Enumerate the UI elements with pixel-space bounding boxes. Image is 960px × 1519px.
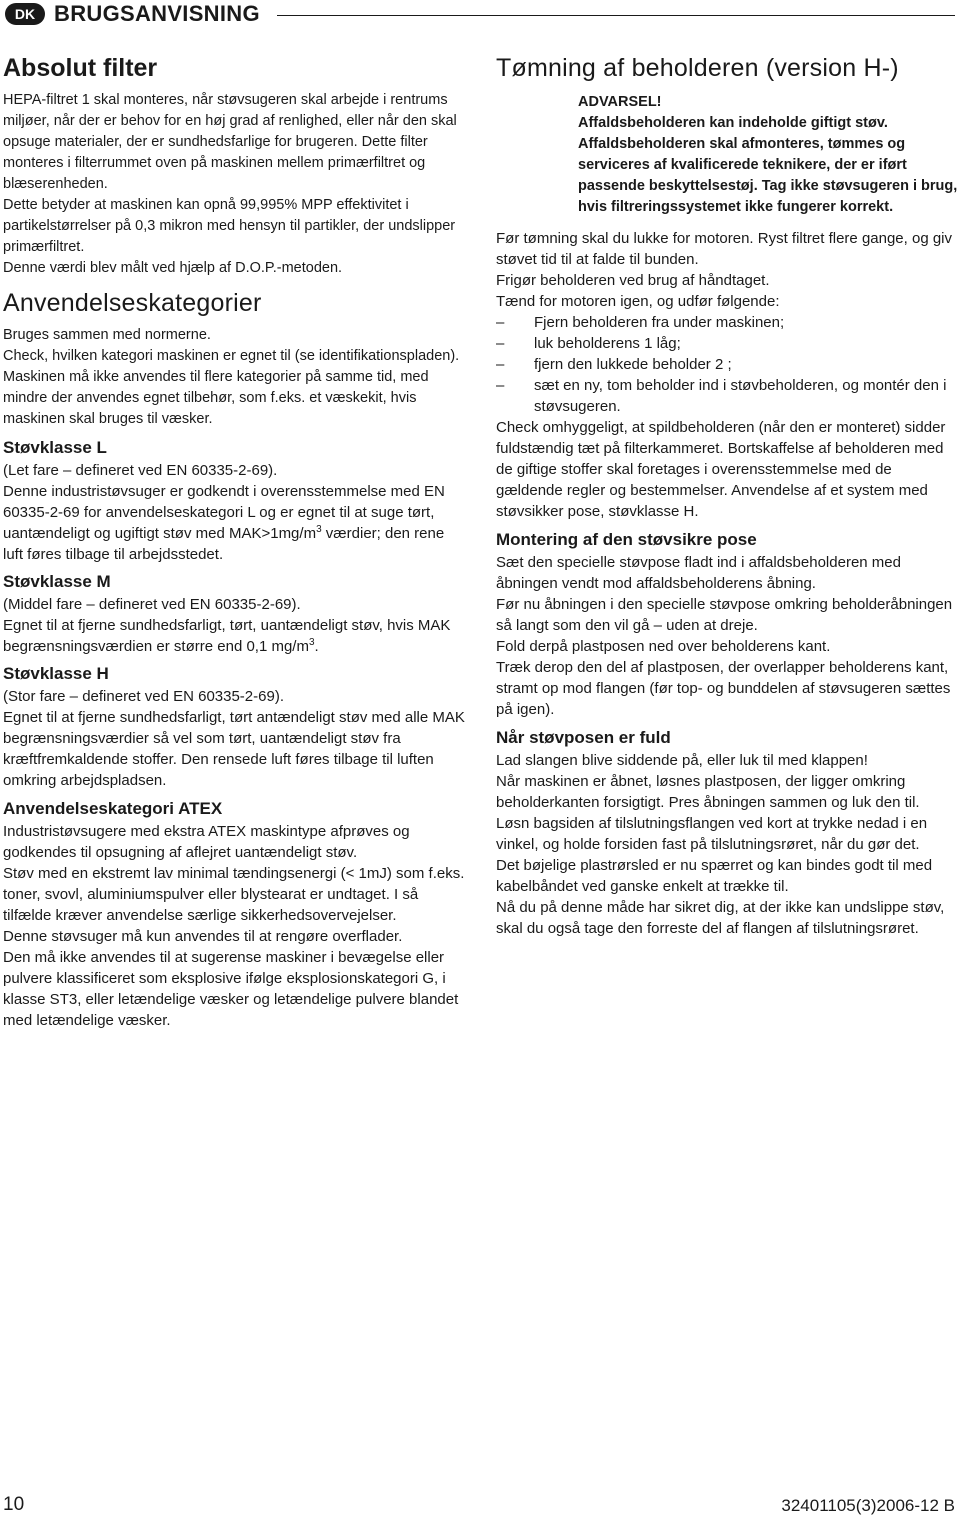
bag-paragraph-3: Fold derpå plastposen ned over beholderens kant. — [496, 638, 831, 655]
header-divider — [277, 15, 955, 16]
full-paragraph-4: Det bøjelige plastrørsled er nu spærret og kan bindes godt til med kabelbåndet ved ganske enkelt at trække til. — [496, 857, 933, 895]
emptying-paragraph-4: Check omhyggeligt, at spildbeholderen (når den er monteret) sidder fuldstændig tæt på filterkammeret. Bortskaffelse af beholderen med de giftige stoffer skal foretages i overensstemmelse med de gældende regler og bestemmelser. Anvendelse af et system med støvsikker pose, støvklasse H. — [496, 419, 946, 520]
atex-paragraph-3: Denne støvsuger må kun anvendes til at rengøre overflader. — [3, 928, 403, 945]
class-m-paragraph-1: (Middel fare – defineret ved EN 60335-2-69). — [3, 596, 301, 613]
right-column — [496, 50, 958, 939]
page-number: 10 — [3, 1494, 25, 1515]
heading-class-m: Støvklasse M — [3, 572, 111, 591]
categories-paragraph-1: Bruges sammen med normerne. — [3, 327, 211, 343]
heading-emptying: Tømning af beholderen (version H-) — [496, 54, 899, 82]
warning-box — [496, 92, 958, 218]
heading-bag-mounting: Montering af den støvsikre pose — [496, 530, 757, 549]
heading-absolute-filter: Absolut filter — [3, 54, 158, 82]
full-paragraph-5: Nå du på denne måde har sikret dig, at der ikke kan undslippe støv, skal du også tage den forreste del af flangen af tilslutningsrøret. — [496, 899, 945, 937]
full-paragraph-1: Lad slangen blive siddende på, eller luk til med klappen! — [496, 752, 868, 769]
bag-paragraph-4: Træk derop den del af plastposen, der overlapper beholderens kant, stramt op mod flangen (før top- og bunddelen af støvsugeren sættes på igen). — [496, 659, 951, 718]
heading-bag-full: Når støvposen er fuld — [496, 728, 671, 747]
emptying-paragraph-2: Frigør beholderen ved brug af håndtaget. — [496, 272, 770, 289]
bag-paragraph-1: Sæt den specielle støvpose fladt ind i affaldsbeholderen med åbningen vendt mod affaldsbeholderens åbning. — [496, 554, 901, 592]
list-item: – fjern den lukkede beholder 2 ; — [496, 356, 732, 373]
heading-atex: Anvendelseskategori ATEX — [3, 799, 223, 818]
class-l-paragraph-1: (Let fare – defineret ved EN 60335-2-69). — [3, 462, 278, 479]
list-item: – Fjern beholderen fra under maskinen; — [496, 314, 785, 331]
heading-class-l: Støvklasse L — [3, 438, 107, 457]
filter-paragraph-1: HEPA-filtret 1 skal monteres, når støvsugeren skal arbejde i rentrums miljøer, når der er behov for en høj grad af renlighed, eller når den skal opsuge materialer, der er sundhedsfarlige for brugeren. Dette filter monteres i filterrummet oven på maskinen mellem primærfiltret og blæserenheden. — [3, 92, 457, 192]
categories-paragraph-2: Check, hvilken kategori maskinen er egnet til (se identifikationspladen). — [3, 348, 460, 364]
class-m-paragraph-2: Egnet til at fjerne sundhedsfarligt, tørt, uantændeligt støv, hvis MAK begrænsningsværdien er større end 0,1 $mg/m^3$. — [3, 617, 451, 655]
page-header — [5, 0, 955, 32]
left-column — [3, 50, 468, 1031]
document-code: 32401105(3)2006-12 B — [781, 1496, 955, 1515]
full-paragraph-3: Løsn bagsiden af tilslutningsflangen ved kort at trykke nedad i en vinkel, og holde forsiden fast på tilslutningsrøret, når du gør det. — [496, 815, 928, 853]
atex-paragraph-2: Støv med en ekstremt lav minimal tændingsenergi (< 1mJ) som f.eks. toner, svovl, aluminiumspulver eller blystearat er undtaget. I så tilfælde kræver anvendelse særlige sikkerhedsovervejelser. — [3, 865, 465, 924]
class-h-paragraph-1: (Stor fare – defineret ved EN 60335-2-69). — [3, 688, 284, 705]
filter-paragraph-2: Dette betyder at maskinen kan opnå 99,995% MPP effektivitet i partikelstørrelser på 0,3 mikron med hensyn til partikler, der undslipper primærfiltret. — [3, 197, 456, 255]
list-item: – sæt en ny, tom beholder ind i støvbeholderen, og montér den i støvsugeren. — [496, 377, 947, 415]
class-l-paragraph-2: Denne industristøvsuger er godkendt i overensstemmelse med EN 60335-2-69 for anvendelseskategori L og er egnet til at suge tørt, uantændeligt og ugiftigt støv med $MAK>1mg/m^3$ værdier; den rene luft føres tilbage til arbejdsstedet. — [3, 483, 445, 563]
categories-paragraph-3: Maskinen må ikke anvendes til flere kategorier på samme tid, med mindre der anvendes egnet tilbehør, som f.eks. et væskekit, hvis maskinen skal bruges til væsker. — [3, 369, 429, 427]
warning-title: ADVARSEL! — [578, 94, 662, 110]
header-title: BRUGSANVISNING — [54, 1, 260, 26]
bag-paragraph-2: Før nu åbningen i den specielle støvpose omkring beholderåbningen så langt som den vil gå – uden at dreje. — [496, 596, 953, 634]
emptying-paragraph-3: Tænd for motoren igen, og udfør følgende: — [496, 293, 780, 310]
heading-class-h: Støvklasse H — [3, 664, 109, 683]
atex-paragraph-4: Den må ikke anvendes til at sugerense maskiner i bevægelse eller pulvere klassificeret som eksplosive ifølge eksplosionskategori G, i klasse ST3, eller letændelige væsker og letændelige pulvere blandet med letændelige væsker. — [3, 949, 459, 1029]
warning-text: Affaldsbeholderen kan indeholde giftigt støv. Affaldsbeholderen skal afmonteres, tømmes og serviceres af kvalificerede teknikere, der er iført passende beskyttelsestøj. Tag ikke støvsugeren i brug, hvis filtreringssystemet ikke fungerer korrekt. — [578, 115, 958, 215]
class-h-paragraph-2: Egnet til at fjerne sundhedsfarligt, tørt antændeligt støv med alle MAK begrænsningsværdier så vel som tørt, uantændeligt støv fra kræftfremkaldende stoffer. Den rensede luft føres tilbage til luften omkring arbejdspladsen. — [3, 709, 465, 789]
heading-categories: Anvendelseskategorier — [3, 289, 262, 317]
full-paragraph-2: Når maskinen er åbnet, løsnes plastposen, der ligger omkring beholderkanten forsigtigt. Pres åbningen sammen og luk den til. — [496, 773, 920, 811]
atex-paragraph-1: Industristøvsugere med ekstra ATEX maskintype afprøves og godkendes til opsugning af aflejret uantændeligt støv. — [3, 823, 410, 861]
list-item: – luk beholderens 1 låg; — [496, 335, 681, 352]
emptying-paragraph-1: Før tømning skal du lukke for motoren. Ryst filtret flere gange, og giv støvet tid til at falde til bunden. — [496, 230, 953, 268]
language-badge: DK — [5, 3, 45, 25]
filter-paragraph-3: Denne værdi blev målt ved hjælp af D.O.P.-metoden. — [3, 260, 343, 276]
